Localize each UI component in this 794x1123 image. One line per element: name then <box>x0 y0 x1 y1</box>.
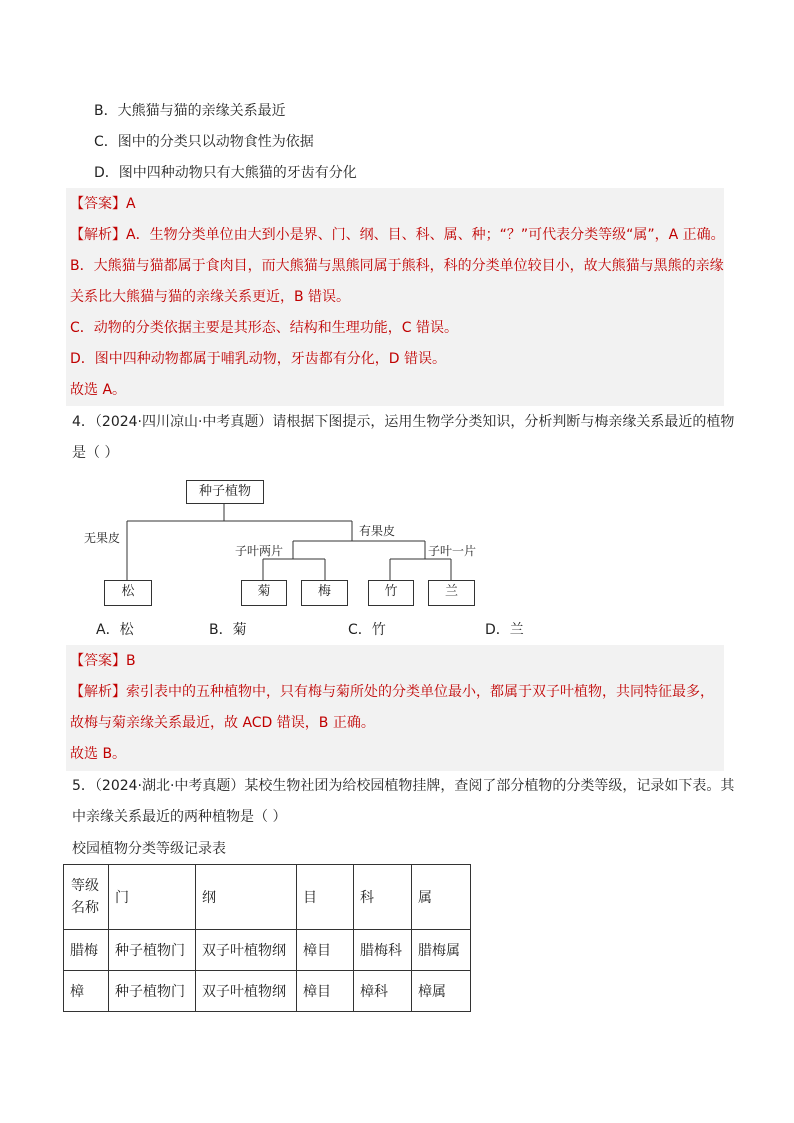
q4-option-d: D．兰 <box>485 622 524 638</box>
q4-analysis-line-1 <box>70 682 714 702</box>
analysis-text: 索引表中的五种植物中，只有梅与菊所处的分类单位最小，都属于双子叶植物，共同特征最多， <box>126 684 714 700</box>
q4-answer-block <box>66 645 724 771</box>
table-cell: 樟目 <box>297 930 354 971</box>
node-chrysanthemum: 菊 <box>241 580 287 606</box>
q4-option-b: B．菊 <box>209 622 247 638</box>
answer-tag: 【答案】 <box>70 196 126 212</box>
q3-option-c: C．图中的分类只以动物食性为依据 <box>94 134 314 150</box>
answer-tag: 【答案】 <box>70 653 126 669</box>
table-row <box>64 971 471 1012</box>
table-cell: 双子叶植物纲 <box>196 971 297 1012</box>
table-cell: 樟属 <box>412 971 471 1012</box>
analysis-tag: 【解析】 <box>70 227 126 243</box>
table-header-cell: 属 <box>412 865 471 930</box>
table-header-cell: 科 <box>354 865 412 930</box>
node-plum: 梅 <box>301 580 348 606</box>
q3-analysis-line-5: D．图中四种动物都属于哺乳动物，牙齿都有分化，D 错误。 <box>70 351 447 367</box>
q4-analysis-line-2: 故梅与菊亲缘关系最近，故 ACD 错误，B 正确。 <box>70 715 375 731</box>
table-caption: 校园植物分类等级记录表 <box>72 841 226 857</box>
q4-conclusion: 故选 B。 <box>70 746 127 762</box>
q4-answer-line <box>70 651 136 671</box>
answer-value: A <box>126 196 136 212</box>
analysis-tag: 【解析】 <box>70 684 126 700</box>
q4-stem-line-2: 是（ ） <box>72 445 119 461</box>
q3-conclusion: 故选 A。 <box>70 382 127 398</box>
node-seed-plants: 种子植物 <box>186 480 264 504</box>
table-cell: 双子叶植物纲 <box>196 930 297 971</box>
classification-table <box>63 864 471 1012</box>
table-cell: 种子植物门 <box>109 930 196 971</box>
q3-analysis-line-3: 关系比大熊猫与猫的亲缘关系更近，B 错误。 <box>70 289 351 305</box>
q5-stem-line-2: 中亲缘关系最近的两种植物是（ ） <box>72 809 287 825</box>
table-header-cell: 门 <box>109 865 196 930</box>
table-cell: 樟目 <box>297 971 354 1012</box>
node-pine: 松 <box>104 580 152 606</box>
table-header-cell: 等级 名称 <box>64 865 109 930</box>
q5-stem-line-1: 5．（2024·湖北·中考真题）某校生物社团为给校园植物挂牌，查阅了部分植物的分类等级，记录如下表。其 <box>72 778 735 794</box>
table-header-row <box>64 865 471 930</box>
analysis-text: A．生物分类单位由大到小是界、门、纲、目、科、属、种；“？”可代表分类等级“属”，A 正确。 <box>126 227 725 243</box>
table-cell: 腊梅属 <box>412 930 471 971</box>
q4-option-a: A．松 <box>96 622 134 638</box>
table-cell: 樟 <box>64 971 109 1012</box>
q3-analysis-line-4: C．动物的分类依据主要是其形态、结构和生理功能，C 错误。 <box>70 320 458 336</box>
q4-stem-line-1: 4．（2024·四川凉山·中考真题）请根据下图提示，运用生物学分类知识，分析判断与梅亲缘关系最近的植物 <box>72 414 735 430</box>
table-cell: 腊梅 <box>64 930 109 971</box>
q3-analysis-line-2: B．大熊猫与猫都属于食肉目，而大熊猫与黑熊同属于熊科，科的分类单位较目小，故大熊猫与黑熊的亲缘 <box>70 258 724 274</box>
table-header-cell: 纲 <box>196 865 297 930</box>
q3-option-d: D．图中四种动物只有大熊猫的牙齿有分化 <box>94 165 357 181</box>
answer-value: B <box>126 653 136 669</box>
node-orchid: 兰 <box>428 580 475 606</box>
table-cell: 樟科 <box>354 971 412 1012</box>
table-cell: 种子植物门 <box>109 971 196 1012</box>
label-no-pericarp: 无果皮 <box>84 531 121 545</box>
q4-option-c: C．竹 <box>348 622 386 638</box>
table-cell: 腊梅科 <box>354 930 412 971</box>
table-header-cell: 目 <box>297 865 354 930</box>
label-one-cotyledon: 子叶一片 <box>428 544 477 558</box>
table-row <box>64 930 471 971</box>
node-bamboo: 竹 <box>368 580 414 606</box>
label-has-pericarp: 有果皮 <box>359 524 396 538</box>
q3-option-b: B．大熊猫与猫的亲缘关系最近 <box>94 103 286 119</box>
label-two-cotyledons: 子叶两片 <box>235 544 284 558</box>
